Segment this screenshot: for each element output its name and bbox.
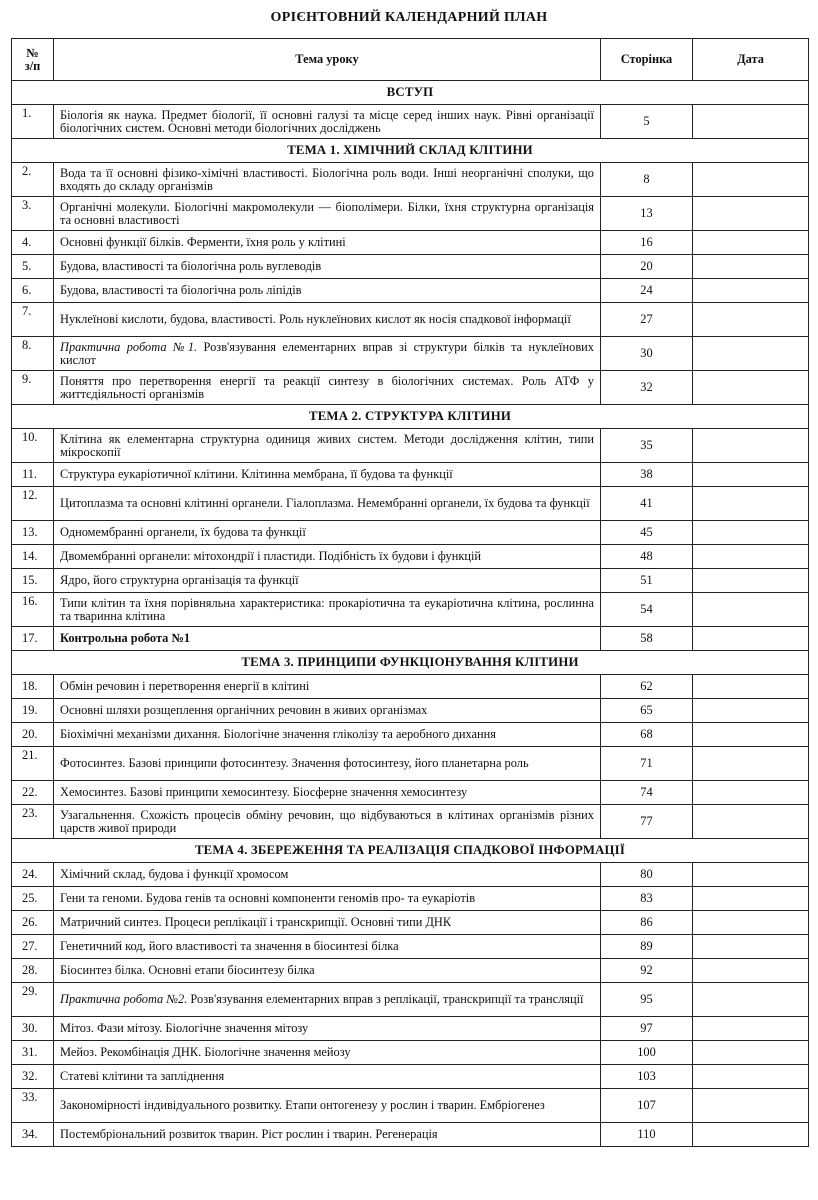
lesson-date-cell[interactable] (693, 959, 809, 983)
lesson-number: 25. (12, 887, 54, 911)
lesson-number: 17. (12, 627, 54, 651)
lesson-date-cell[interactable] (693, 197, 809, 231)
table-row (12, 863, 809, 887)
lesson-page: 35 (601, 429, 693, 463)
lesson-topic-text: Двомембранні органели: мітохондрії і пластиди. Подібність їх будови і функцій (60, 549, 482, 563)
lesson-number: 9. (12, 371, 54, 405)
lesson-topic (54, 429, 601, 463)
section-title: ВСТУП (12, 81, 809, 105)
section-title: ТЕМА 3. ПРИНЦИПИ ФУНКЦІОНУВАННЯ КЛІТИНИ (12, 651, 809, 675)
lesson-page: 86 (601, 911, 693, 935)
lesson-page: 89 (601, 935, 693, 959)
lesson-date-cell[interactable] (693, 1065, 809, 1089)
lesson-topic-text: Розв'язування елементарних вправ зі структури білків та нуклеїнових кислот (60, 339, 595, 367)
lesson-number: 33. (12, 1089, 54, 1123)
lesson-topic-text: Статеві клітини та запліднення (60, 1069, 225, 1083)
table-row (12, 959, 809, 983)
lesson-number: 14. (12, 545, 54, 569)
lesson-page: 13 (601, 197, 693, 231)
lesson-topic (54, 1065, 601, 1089)
lesson-topic (54, 1089, 601, 1123)
lesson-page: 74 (601, 781, 693, 805)
table-row (12, 1089, 809, 1123)
lesson-topic (54, 699, 601, 723)
lesson-topic (54, 231, 601, 255)
table-row (12, 723, 809, 747)
lesson-number: 22. (12, 781, 54, 805)
lesson-date-cell[interactable] (693, 593, 809, 627)
lesson-date-cell[interactable] (693, 723, 809, 747)
lesson-page: 24 (601, 279, 693, 303)
lesson-page: 110 (601, 1123, 693, 1147)
lesson-date-cell[interactable] (693, 279, 809, 303)
table-row (12, 1041, 809, 1065)
lesson-page: 92 (601, 959, 693, 983)
lesson-number: 31. (12, 1041, 54, 1065)
lesson-date-cell[interactable] (693, 1089, 809, 1123)
lesson-page: 48 (601, 545, 693, 569)
calendar-plan-table (11, 38, 809, 1147)
lesson-date-cell[interactable] (693, 747, 809, 781)
table-row (12, 197, 809, 231)
lesson-page: 65 (601, 699, 693, 723)
header-date: Дата (693, 39, 809, 81)
section-row (12, 405, 809, 429)
lesson-topic (54, 337, 601, 371)
lesson-page: 100 (601, 1041, 693, 1065)
table-row (12, 569, 809, 593)
lesson-date-cell[interactable] (693, 487, 809, 521)
lesson-topic (54, 675, 601, 699)
table-row (12, 1123, 809, 1147)
lesson-page: 77 (601, 805, 693, 839)
lesson-topic-text: Обмін речовин і перетворення енергії в клітині (60, 679, 310, 693)
lesson-topic (54, 863, 601, 887)
header-page: Сторінка (601, 39, 693, 81)
lesson-page: 51 (601, 569, 693, 593)
section-title: ТЕМА 4. ЗБЕРЕЖЕННЯ ТА РЕАЛІЗАЦІЯ СПАДКОВОЇ ІНФОРМАЦІЇ (12, 839, 809, 863)
practical-work-label: Практична робота №2. (60, 992, 188, 1006)
lesson-topic (54, 487, 601, 521)
lesson-topic (54, 1041, 601, 1065)
table-row (12, 463, 809, 487)
table-row (12, 255, 809, 279)
table-row (12, 487, 809, 521)
header-num-label: № з/п (24, 45, 41, 73)
lesson-topic-text: Узагальнення. Схожість процесів обміну речовин, що відбуваються в клітинах організмів різних царств живої природи (60, 807, 594, 835)
lesson-date-cell[interactable] (693, 463, 809, 487)
table-row (12, 429, 809, 463)
lesson-page: 68 (601, 723, 693, 747)
lesson-date-cell[interactable] (693, 337, 809, 371)
table-row (12, 887, 809, 911)
table-row (12, 675, 809, 699)
lesson-page: 54 (601, 593, 693, 627)
lesson-number: 24. (12, 863, 54, 887)
lesson-page: 103 (601, 1065, 693, 1089)
lesson-number: 7. (12, 303, 54, 337)
lesson-number: 15. (12, 569, 54, 593)
lesson-topic-text: Постембріональний розвиток тварин. Ріст рослин і тварин. Регенерація (60, 1127, 438, 1141)
lesson-topic (54, 593, 601, 627)
lesson-page: 83 (601, 887, 693, 911)
lesson-date-cell[interactable] (693, 805, 809, 839)
lesson-date-cell[interactable] (693, 1041, 809, 1065)
lesson-topic-text: Поняття про перетворення енергії та реакції синтезу в біологічних системах. Роль АТФ у життєдіяльності організмів (60, 373, 594, 401)
lesson-date-cell[interactable] (693, 983, 809, 1017)
table-row (12, 163, 809, 197)
lesson-topic-text: Хемосинтез. Базові принципи хемосинтезу. Біосферне значення хемосинтезу (60, 785, 468, 799)
lesson-topic (54, 887, 601, 911)
lesson-topic-text: Розв'язування елементарних вправ з реплікації, транскрипції та трансляції (187, 992, 584, 1006)
lesson-topic (54, 781, 601, 805)
lesson-date-cell[interactable] (693, 911, 809, 935)
header-num (12, 39, 54, 81)
lesson-number: 28. (12, 959, 54, 983)
lesson-number: 6. (12, 279, 54, 303)
table-row (12, 747, 809, 781)
lesson-date-cell[interactable] (693, 429, 809, 463)
table-row (12, 935, 809, 959)
table-row (12, 279, 809, 303)
table-header-row (12, 39, 809, 81)
lesson-number: 2. (12, 163, 54, 197)
lesson-date-cell[interactable] (693, 371, 809, 405)
header-topic: Тема уроку (54, 39, 601, 81)
page-title: ОРІЄНТОВНИЙ КАЛЕНДАРНИЙ ПЛАН (270, 10, 548, 25)
lesson-page: 41 (601, 487, 693, 521)
lesson-date-cell[interactable] (693, 569, 809, 593)
lesson-topic-text: Нуклеїнові кислоти, будова, властивості. Роль нуклеїнових кислот як носія спадкової інформації (60, 312, 571, 326)
lesson-date-cell[interactable] (693, 105, 809, 139)
table-row (12, 231, 809, 255)
lesson-topic-text: Типи клітин та їхня порівняльна характеристика: прокаріотична та еукаріотична клітина, рослинна та тваринна клітина (60, 595, 594, 623)
lesson-page: 97 (601, 1017, 693, 1041)
lesson-topic-text: Вода та її основні фізико-хімічні властивості. Біологічна роль води. Інші неорганічні сполуки, що входять до складу організмів (60, 165, 594, 193)
table-row (12, 627, 809, 651)
lesson-date-cell[interactable] (693, 1123, 809, 1147)
lesson-topic (54, 197, 601, 231)
lesson-topic-text: Структура еукаріотичної клітини. Клітинна мембрана, її будова та функції (60, 467, 453, 481)
lesson-date-cell[interactable] (693, 781, 809, 805)
lesson-topic-text: Будова, властивості та біологічна роль ліпідів (60, 283, 302, 297)
section-row (12, 81, 809, 105)
lesson-date-cell[interactable] (693, 521, 809, 545)
section-title: ТЕМА 2. СТРУКТУРА КЛІТИНИ (12, 405, 809, 429)
lesson-date-cell[interactable] (693, 627, 809, 651)
table-row (12, 303, 809, 337)
lesson-number: 26. (12, 911, 54, 935)
lesson-topic (54, 723, 601, 747)
table-row (12, 337, 809, 371)
lesson-topic-text: Будова, властивості та біологічна роль вуглеводів (60, 259, 322, 273)
lesson-page: 30 (601, 337, 693, 371)
lesson-topic-text: Контрольна робота №1 (60, 631, 191, 645)
lesson-number: 4. (12, 231, 54, 255)
lesson-topic-text: Ядро, його структурна організація та функції (60, 573, 299, 587)
lesson-page: 32 (601, 371, 693, 405)
lesson-page: 58 (601, 627, 693, 651)
lesson-number: 19. (12, 699, 54, 723)
lesson-topic (54, 371, 601, 405)
lesson-date-cell[interactable] (693, 303, 809, 337)
lesson-topic (54, 959, 601, 983)
lesson-number: 1. (12, 105, 54, 139)
lesson-number: 34. (12, 1123, 54, 1147)
lesson-date-cell[interactable] (693, 1017, 809, 1041)
table-row (12, 983, 809, 1017)
lesson-topic (54, 1123, 601, 1147)
section-row (12, 839, 809, 863)
practical-work-label: Практична робота №1. (60, 339, 198, 354)
section-title: ТЕМА 1. ХІМІЧНИЙ СКЛАД КЛІТИНИ (12, 139, 809, 163)
lesson-number: 21. (12, 747, 54, 781)
lesson-topic-text: Гени та геноми. Будова генів та основні компоненти геномів про- та еукаріотів (60, 891, 476, 905)
lesson-date-cell[interactable] (693, 699, 809, 723)
lesson-date-cell[interactable] (693, 887, 809, 911)
lesson-page: 80 (601, 863, 693, 887)
lesson-topic (54, 545, 601, 569)
table-row (12, 593, 809, 627)
lesson-number: 10. (12, 429, 54, 463)
lesson-topic (54, 983, 601, 1017)
lesson-topic (54, 911, 601, 935)
lesson-topic-text: Біосинтез білка. Основні етапи біосинтезу білка (60, 963, 315, 977)
lesson-topic (54, 521, 601, 545)
lesson-topic (54, 163, 601, 197)
table-row (12, 699, 809, 723)
lesson-topic (54, 463, 601, 487)
lesson-page: 27 (601, 303, 693, 337)
section-row (12, 139, 809, 163)
table-row (12, 1065, 809, 1089)
lesson-topic-text: Основні шляхи розщеплення органічних речовин в живих організмах (60, 703, 428, 717)
lesson-number: 32. (12, 1065, 54, 1089)
table-row (12, 805, 809, 839)
section-row (12, 651, 809, 675)
lesson-number: 11. (12, 463, 54, 487)
lesson-date-cell[interactable] (693, 545, 809, 569)
lesson-page: 20 (601, 255, 693, 279)
lesson-date-cell[interactable] (693, 863, 809, 887)
lesson-number: 30. (12, 1017, 54, 1041)
lesson-topic-text: Органічні молекули. Біологічні макромолекули — біополімери. Білки, їхня структурна організація та основні властивості (60, 199, 594, 227)
lesson-topic (54, 805, 601, 839)
lesson-topic-text: Одномембранні органели, їх будова та функції (60, 525, 306, 539)
lesson-page: 38 (601, 463, 693, 487)
lesson-number: 8. (12, 337, 54, 371)
lesson-page: 107 (601, 1089, 693, 1123)
lesson-topic (54, 935, 601, 959)
lesson-topic-text: Генетичний код, його властивості та значення в біосинтезі білка (60, 939, 399, 953)
lesson-topic-text: Біохімічні механізми дихання. Біологічне значення гліколізу та аеробного дихання (60, 727, 496, 741)
lesson-topic-text: Біологія як наука. Предмет біології, її основні галузі та місце серед інших наук. Рівні організації біологічних систем. Основні методи біологічних досліджень (60, 107, 594, 135)
table-row (12, 545, 809, 569)
table-row (12, 371, 809, 405)
lesson-number: 20. (12, 723, 54, 747)
lesson-page: 5 (601, 105, 693, 139)
lesson-topic (54, 255, 601, 279)
lesson-page: 8 (601, 163, 693, 197)
lesson-number: 12. (12, 487, 54, 521)
lesson-number: 5. (12, 255, 54, 279)
lesson-topic (54, 627, 601, 651)
lesson-page: 45 (601, 521, 693, 545)
lesson-number: 3. (12, 197, 54, 231)
lesson-number: 29. (12, 983, 54, 1017)
lesson-topic-text: Основні функції білків. Ферменти, їхня роль у клітині (60, 235, 346, 249)
lesson-topic (54, 747, 601, 781)
lesson-topic-text: Мейоз. Рекомбінація ДНК. Біологічне значення мейозу (60, 1045, 351, 1059)
lesson-number: 16. (12, 593, 54, 627)
lesson-topic-text: Цитоплазма та основні клітинні органели. Гіалоплазма. Немембранні органели, їх будова та функції (60, 496, 590, 510)
lesson-topic-text: Матричний синтез. Процеси реплікації і транскрипції. Основні типи ДНК (60, 915, 452, 929)
lesson-topic-text: Мітоз. Фази мітозу. Біологічне значення мітозу (60, 1021, 309, 1035)
lesson-topic (54, 1017, 601, 1041)
lesson-number: 18. (12, 675, 54, 699)
lesson-topic-text: Хімічний склад, будова і функції хромосом (60, 867, 289, 881)
lesson-page: 95 (601, 983, 693, 1017)
lesson-number: 23. (12, 805, 54, 839)
lesson-date-cell[interactable] (693, 231, 809, 255)
lesson-page: 71 (601, 747, 693, 781)
lesson-date-cell[interactable] (693, 675, 809, 699)
lesson-number: 13. (12, 521, 54, 545)
table-row (12, 1017, 809, 1041)
lesson-date-cell[interactable] (693, 935, 809, 959)
table-row (12, 781, 809, 805)
lesson-topic (54, 279, 601, 303)
lesson-topic-text: Клітина як елементарна структурна одиниця живих систем. Методи дослідження клітин, типи мікроскопії (60, 431, 594, 459)
lesson-topic (54, 569, 601, 593)
lesson-number: 27. (12, 935, 54, 959)
lesson-topic (54, 303, 601, 337)
lesson-page: 16 (601, 231, 693, 255)
lesson-page: 62 (601, 675, 693, 699)
table-row (12, 521, 809, 545)
lesson-date-cell[interactable] (693, 255, 809, 279)
lesson-topic (54, 105, 601, 139)
lesson-topic-text: Фотосинтез. Базові принципи фотосинтезу. Значення фотосинтезу, його планетарна роль (60, 756, 529, 770)
lesson-topic-text: Закономірності індивідуального розвитку. Етапи онтогенезу у рослин і тварин. Ембріогенез (60, 1098, 545, 1112)
table-row (12, 105, 809, 139)
lesson-date-cell[interactable] (693, 163, 809, 197)
table-row (12, 911, 809, 935)
